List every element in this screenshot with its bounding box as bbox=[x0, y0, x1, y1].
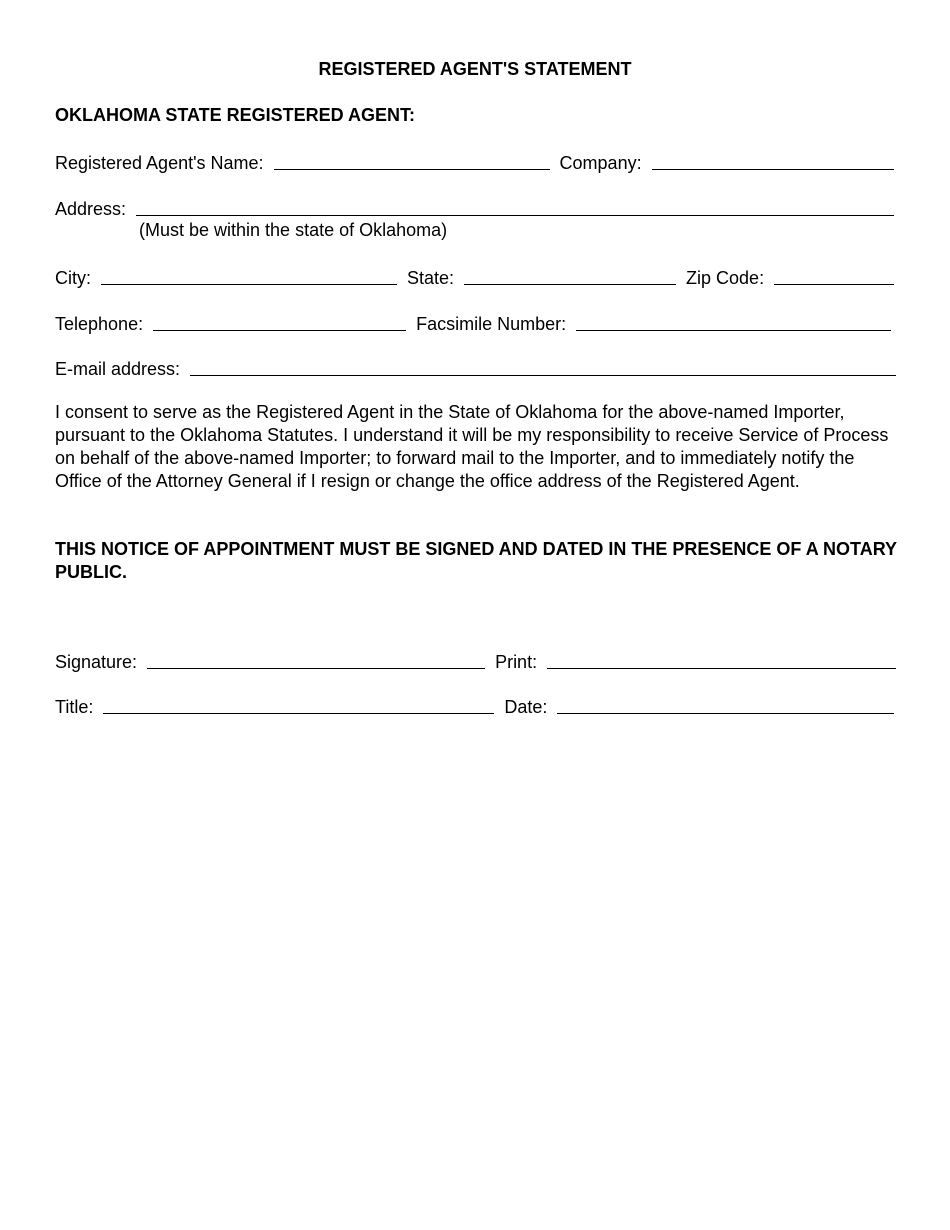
consent-paragraph: I consent to serve as the Registered Agent in the State of Oklahoma for the above-named Importer, pursuant to the Oklahoma Statutes. I understand it will be my responsibility to receive Service of Process on behalf of the above-named Importer; to forward mail to the Importer, and to immediately notify the Office of the Attorney General if I resign or change the office address of the Registered Agent. bbox=[55, 402, 889, 491]
state-field[interactable] bbox=[464, 266, 676, 285]
address-row bbox=[55, 196, 894, 220]
company-field[interactable] bbox=[652, 151, 894, 170]
email-field[interactable] bbox=[190, 357, 896, 376]
address-field[interactable] bbox=[136, 197, 894, 216]
agent-name-field[interactable] bbox=[274, 151, 550, 170]
signature-field[interactable] bbox=[147, 650, 485, 669]
zip-label: Zip Code: bbox=[686, 268, 765, 288]
form-title: REGISTERED AGENT'S STATEMENT bbox=[318, 59, 632, 79]
telephone-fax-row bbox=[55, 311, 894, 335]
title-field[interactable] bbox=[103, 695, 494, 714]
state-label: State: bbox=[407, 268, 455, 288]
agent-name-label: Registered Agent's Name: bbox=[55, 153, 264, 173]
notary-notice: THIS NOTICE OF APPOINTMENT MUST BE SIGNED AND DATED IN THE PRESENCE OF A NOTARY PUBLIC. bbox=[55, 539, 897, 582]
date-label: Date: bbox=[504, 697, 548, 717]
city-state-zip-row bbox=[55, 265, 894, 289]
print-field[interactable] bbox=[547, 650, 896, 669]
company-label: Company: bbox=[559, 153, 642, 173]
agent-name-company-row bbox=[55, 150, 894, 174]
address-label: Address: bbox=[55, 199, 127, 219]
title-date-row bbox=[55, 694, 894, 718]
title-label: Title: bbox=[55, 697, 94, 717]
telephone-field[interactable] bbox=[153, 312, 406, 331]
date-field[interactable] bbox=[557, 695, 894, 714]
fax-label: Facsimile Number: bbox=[416, 314, 567, 334]
city-field[interactable] bbox=[101, 266, 397, 285]
signature-print-row bbox=[55, 649, 896, 673]
print-label: Print: bbox=[495, 652, 538, 672]
city-label: City: bbox=[55, 268, 91, 288]
email-row bbox=[55, 356, 896, 380]
email-label: E-mail address: bbox=[55, 359, 181, 379]
zip-field[interactable] bbox=[774, 266, 894, 285]
fax-field[interactable] bbox=[576, 312, 891, 331]
signature-label: Signature: bbox=[55, 652, 138, 672]
telephone-label: Telephone: bbox=[55, 314, 144, 334]
address-note: (Must be within the state of Oklahoma) bbox=[139, 220, 448, 240]
section-heading: OKLAHOMA STATE REGISTERED AGENT: bbox=[55, 105, 415, 125]
